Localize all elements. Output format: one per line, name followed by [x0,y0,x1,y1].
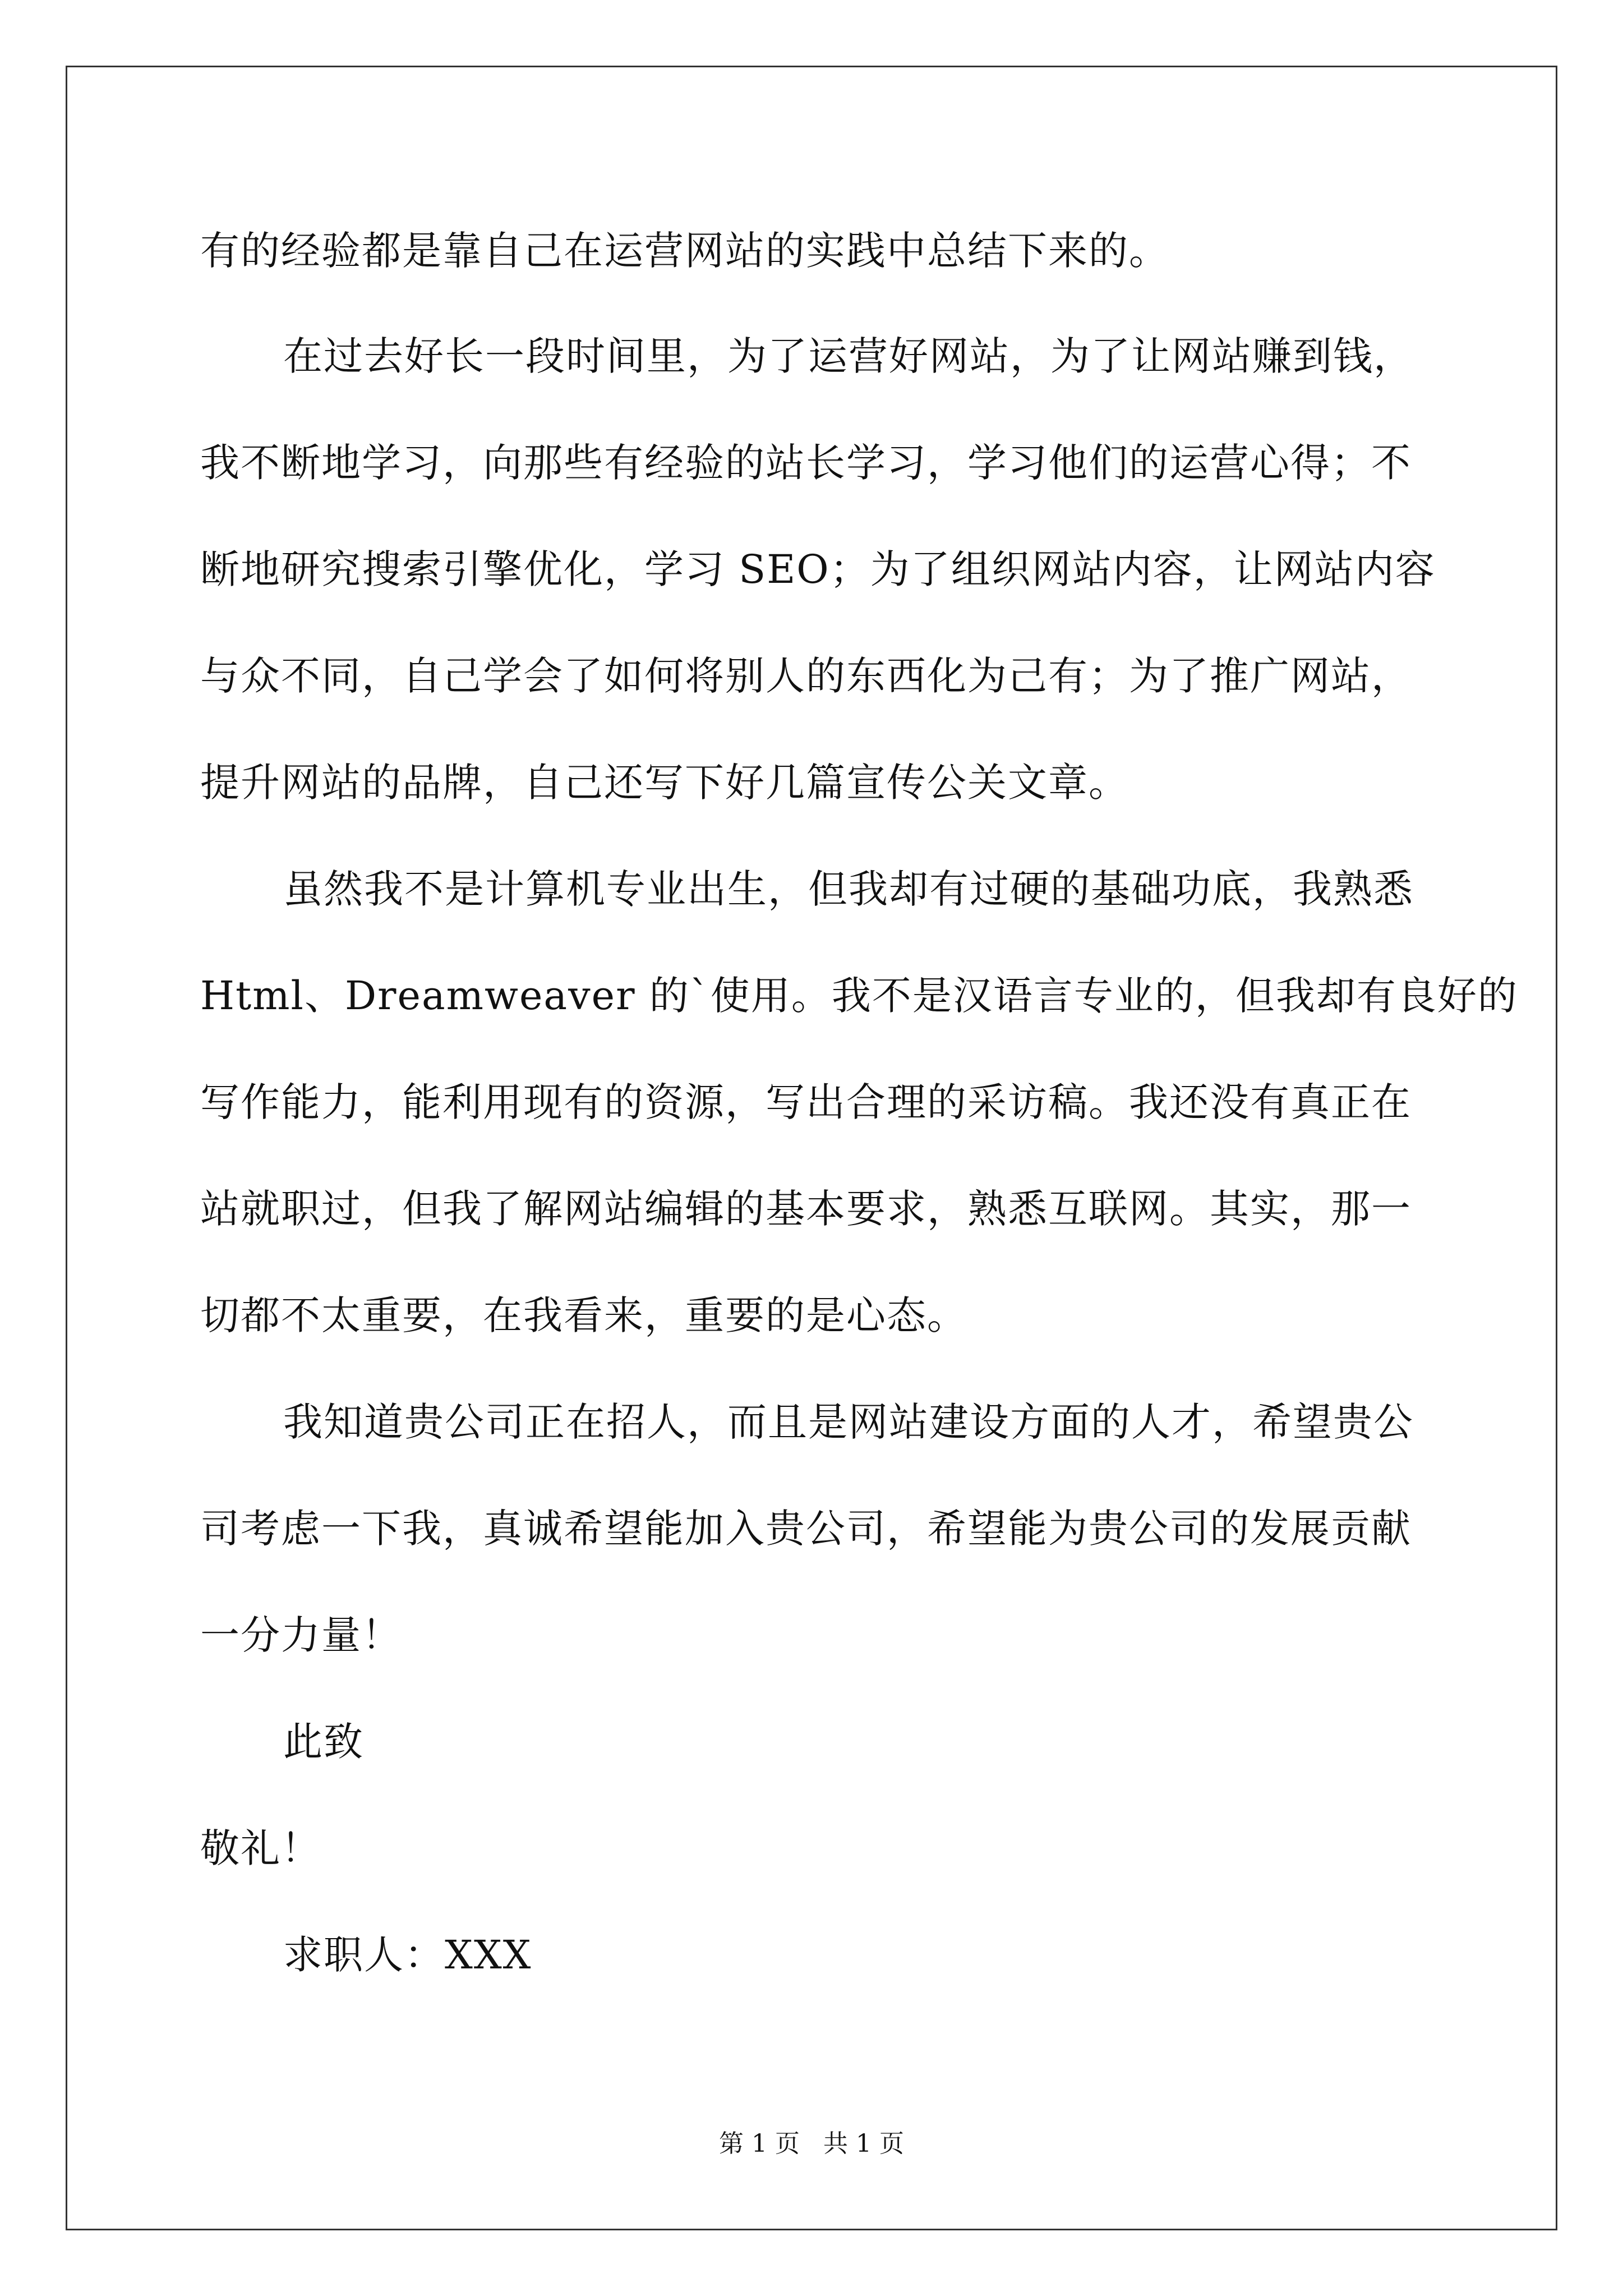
body-line-10: 站就职过，但我了解网站编辑的基本要求，熟悉互联网。其实，那一 [200,1186,1412,1232]
closing-salutation: 此致 [283,1719,364,1765]
body-line-4: 断地研究搜索引擎优化，学习 SEO；为了组织网站内容，让网站内容 [200,546,1436,592]
body-line-2: 在过去好长一段时间里，为了运营好网站，为了让网站赚到钱， [283,333,1414,379]
body-line-5: 与众不同，自己学会了如何将别人的东西化为己有；为了推广网站， [200,653,1412,699]
body-line-6: 提升网站的品牌，自己还写下好几篇宣传公关文章。 [200,760,1129,806]
body-line-7: 虽然我不是计算机专业出生，但我却有过硬的基础功底，我熟悉 [283,866,1414,912]
body-line-14: 一分力量！ [200,1612,402,1658]
body-line-1: 有的经验都是靠自己在运营网站的实践中总结下来的。 [200,228,1169,274]
closing-regards: 敬礼！ [200,1825,321,1871]
body-line-8: Html、Dreamweaver 的`使用。我不是汉语言专业的，但我却有良好的 [200,973,1518,1019]
signature-line: 求职人：XXX [283,1932,532,1978]
body-line-12: 我知道贵公司正在招人，而且是网站建设方面的人才，希望贵公 [283,1399,1414,1445]
body-line-13: 司考虑一下我，真诚希望能加入贵公司，希望能为贵公司的发展贡献 [200,1506,1412,1552]
body-line-11: 切都不太重要，在我看来，重要的是心态。 [200,1292,967,1338]
page-footer: 第 1 页 共 1 页 [719,2129,904,2158]
body-line-9: 写作能力，能利用现有的资源，写出合理的采访稿。我还没有真正在 [200,1079,1412,1125]
page-border [66,66,1557,2230]
body-line-3: 我不断地学习，向那些有经验的站长学习，学习他们的运营心得；不 [200,440,1412,486]
